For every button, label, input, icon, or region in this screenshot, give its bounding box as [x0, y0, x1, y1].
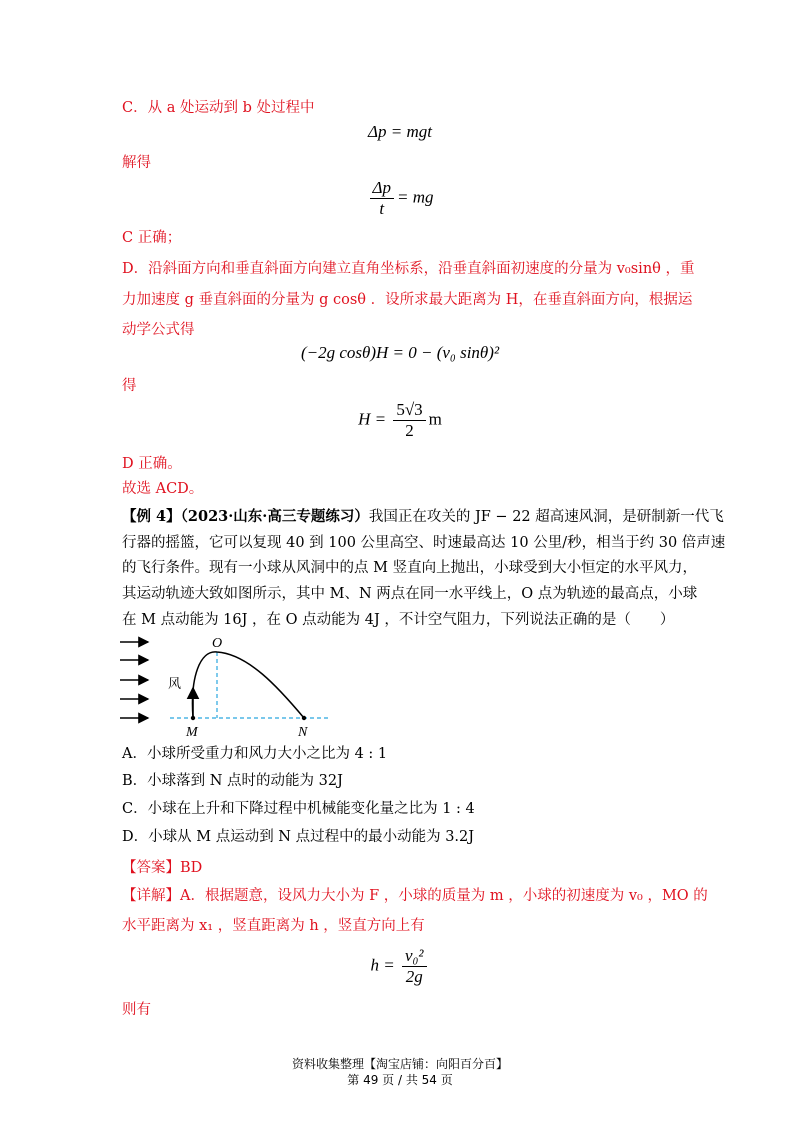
option-d-line3: 动学公式得 — [122, 322, 195, 338]
h-equation: H = $\frac{5√3}{2}$ m — [358, 400, 442, 440]
solve-label: 解得 — [122, 155, 151, 171]
example-source: （2023·山东·高三专题练习） — [180, 508, 369, 525]
footer-source: 资料收集整理【淘宝店铺：向阳百分百】 — [291, 1057, 508, 1071]
option-d-line1: D．沿斜面方向和垂直斜面方向建立直角坐标系，沿垂直斜面初速度的分量为 v₀sinθ ，重 — [122, 261, 695, 277]
example-4-line3: 的飞行条件。现有一小球从风洞中的点 M 竖直向上抛出，小球受到大小恒定的水平风力， — [122, 560, 698, 576]
then-label: 则有 — [122, 1002, 151, 1018]
d-correct: D 正确。 — [122, 456, 182, 472]
choice-d: D．小球从 M 点运动到 N 点过程中的最小动能为 3.2J — [122, 829, 475, 845]
wind-tunnel-figure — [118, 632, 338, 740]
c-correct: C 正确； — [122, 230, 182, 246]
detail-line1: 【详解】A．根据题意，设风力大小为 F ，小球的质量为 m ，小球的初速度为 v₀ ，MO 的 — [122, 888, 708, 904]
point-m — [191, 716, 195, 720]
answer: 【答案】BD — [122, 860, 203, 876]
label-o: O — [212, 636, 223, 651]
final-choice: 故选 ACD。 — [122, 481, 204, 497]
wind-arrows — [120, 642, 148, 718]
option-d-line2: 力加速度 g 垂直斜面的分量为 g cosθ ．设所求最大距离为 H，在垂直斜面方向，根据运 — [122, 292, 693, 308]
kinematics-equation: (−2g cosθ)H = 0 − (v₀ sinθ)² — [300, 343, 500, 362]
fraction-equation: $\frac{\Delta p}{t}$ = mg — [0, 178, 800, 219]
label-m: M — [186, 725, 198, 740]
choice-b: B．小球落到 N 点时的动能为 32J — [122, 773, 343, 789]
option-c-heading: C．从 a 处运动到 b 处过程中 — [122, 100, 315, 116]
example-tag: 【例 4】 — [122, 508, 181, 525]
example-4-line1: 【例 4】（2023·山东·高三专题练习）我国正在攻关的 JF − 22 超高速风洞，是研制新一代飞 — [122, 508, 724, 525]
label-wind: 风 — [168, 677, 182, 692]
h-v0-equation: h = $\frac{\text{v₀²}}{2g}$ — [0, 946, 800, 987]
label-n: N — [298, 725, 308, 740]
example-4-line4: 其运动轨迹大致如图所示，其中 M、N 两点在同一水平线上，O 点为轨迹的最高点，小球 — [122, 586, 698, 602]
choice-a: A．小球所受重力和风力大小之比为 4 : 1 — [122, 746, 388, 762]
point-n — [302, 716, 306, 720]
solve-label-2: 得 — [122, 378, 137, 394]
momentum-equation: Δp = mgt — [368, 122, 432, 141]
choice-c: C．小球在上升和下降过程中机械能变化量之比为 1 : 4 — [122, 801, 475, 817]
detail-line2: 水平距离为 x₁ ，竖直距离为 h ，竖直方向上有 — [122, 918, 425, 934]
footer-page-number: 第 49 页 / 共 54 页 — [347, 1073, 453, 1087]
trajectory-curve — [192, 652, 304, 718]
example-4-line2: 行器的摇篮，它可以复现 40 到 100 公里高空、时速最高达 10 公里/秒，相当于约 30 倍声速 — [122, 535, 726, 551]
example-4-line5: 在 M 点动能为 16J ，在 O 点动能为 4J ，不计空气阻力，下列说法正确的是（ ） — [122, 612, 675, 628]
